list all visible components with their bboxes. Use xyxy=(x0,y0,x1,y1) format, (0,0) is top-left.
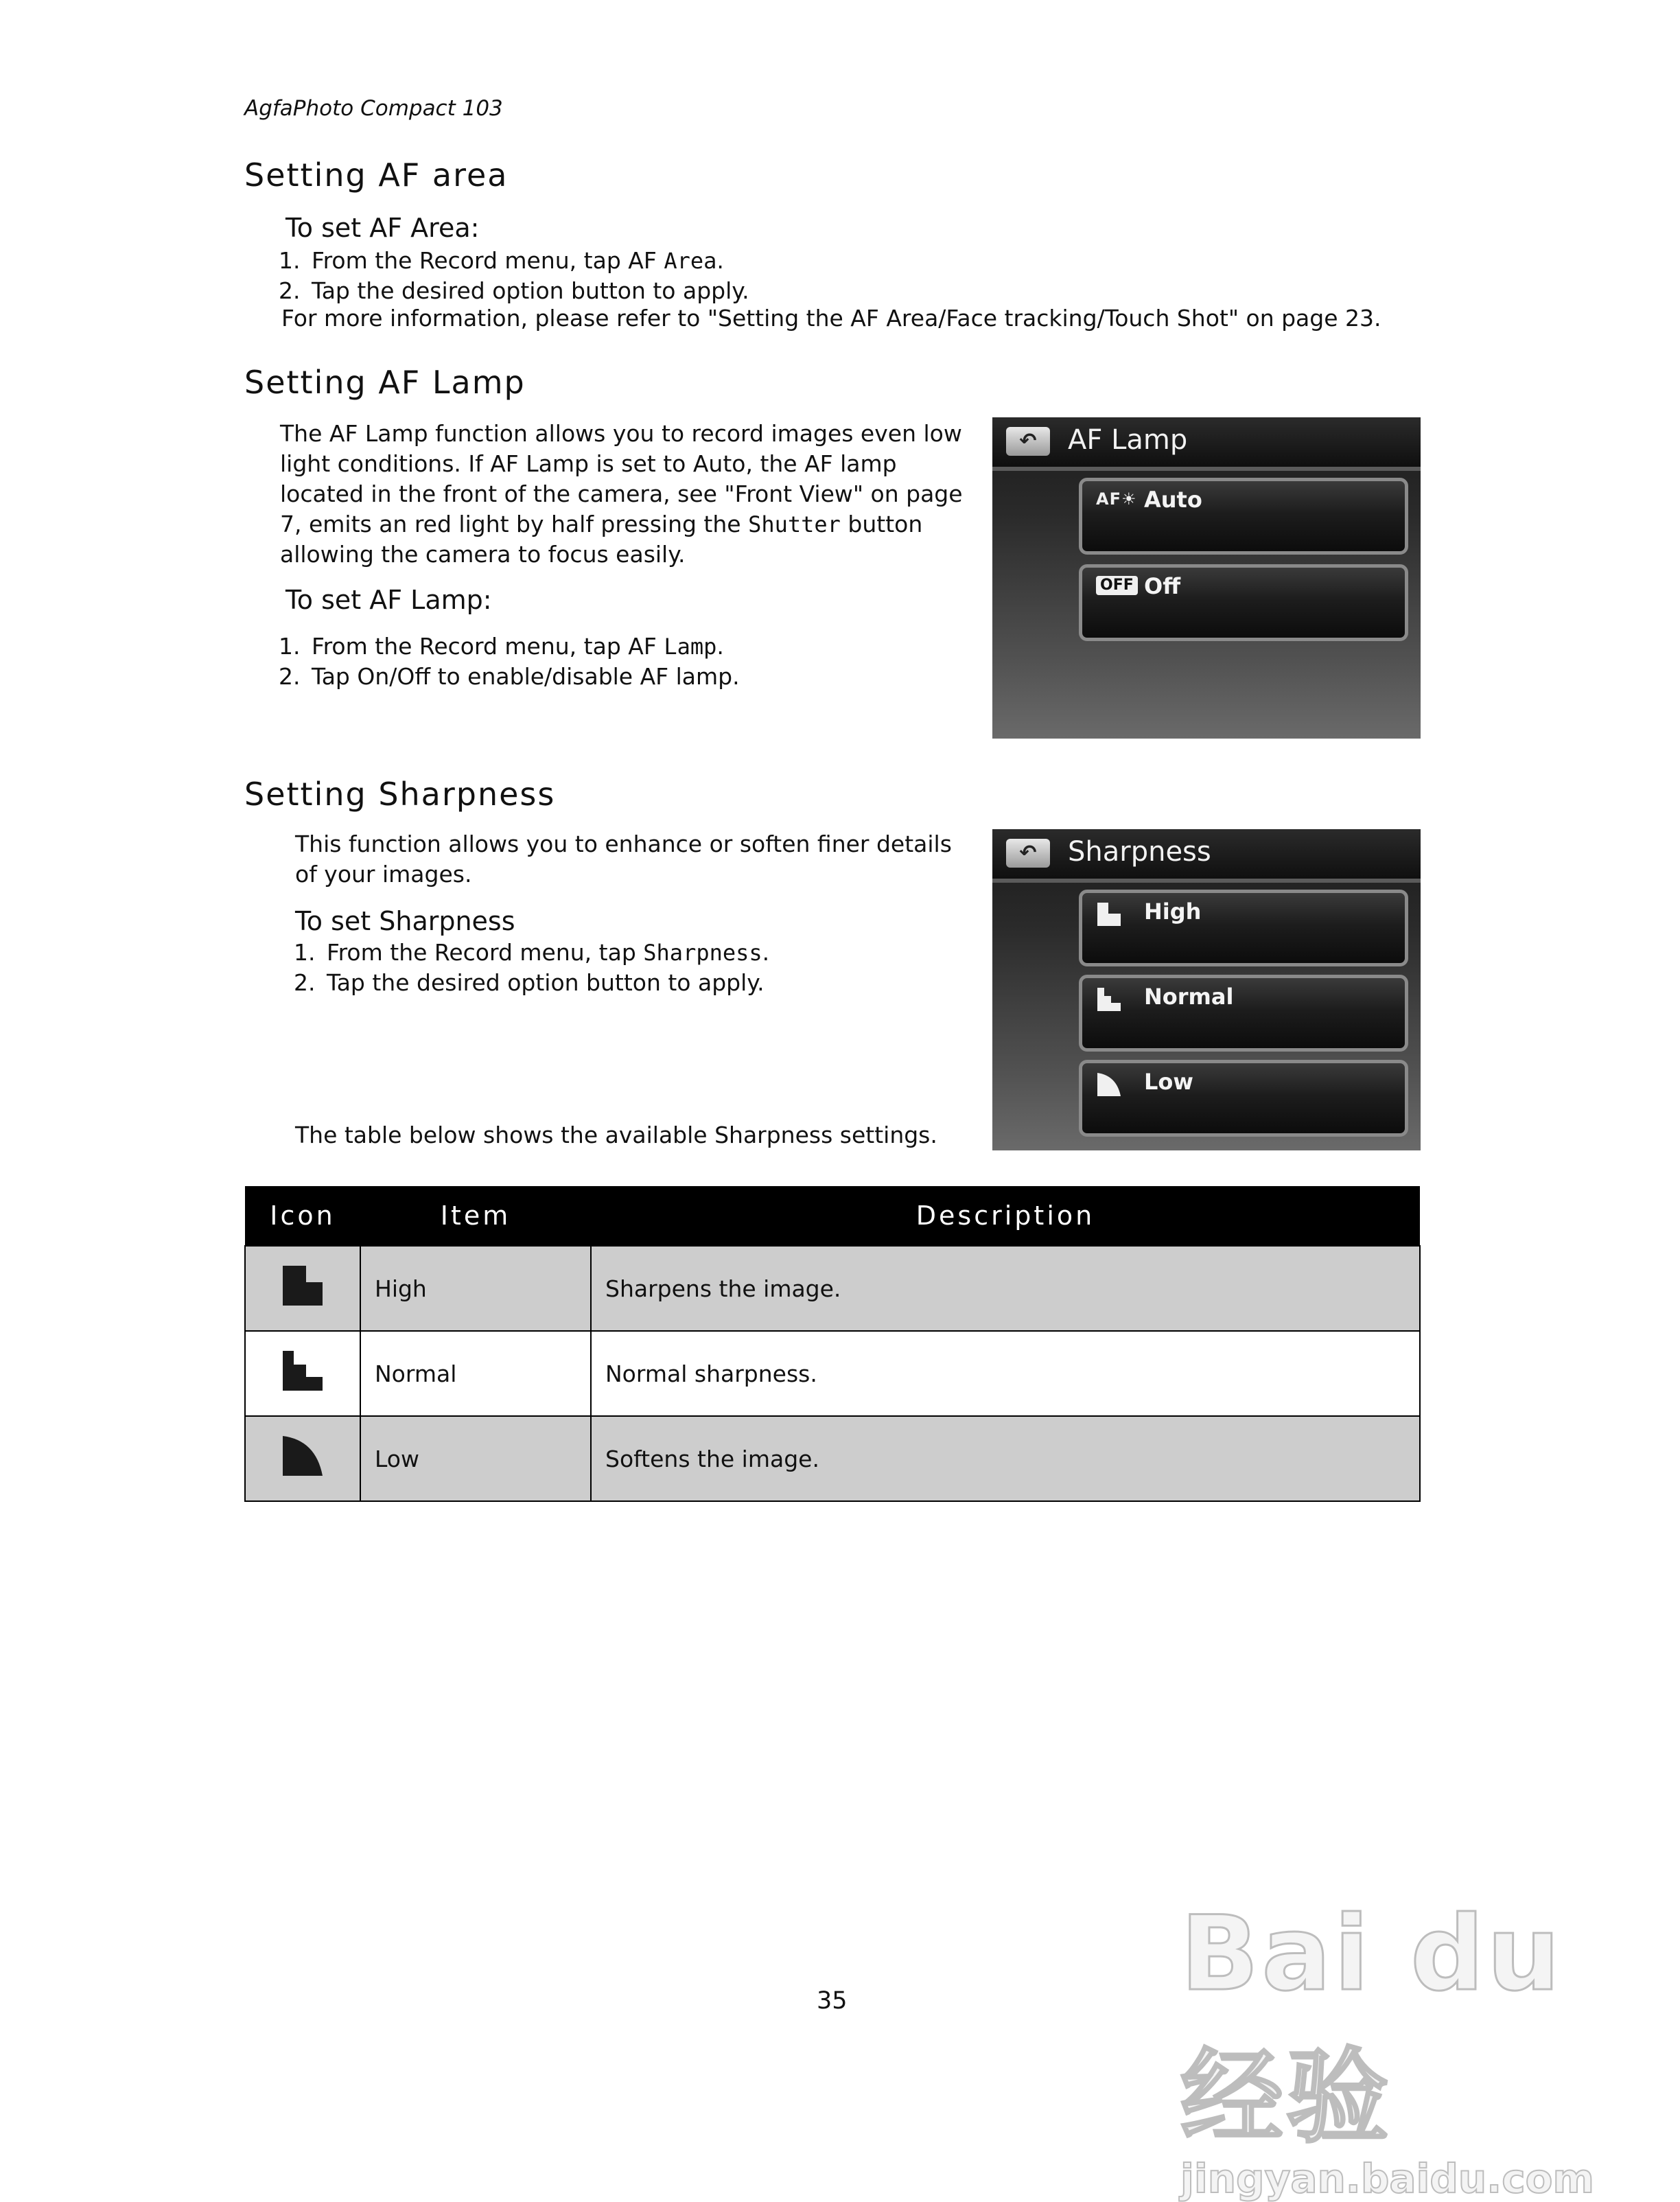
sharpness-low-icon xyxy=(245,1416,360,1501)
back-icon[interactable]: ↶ xyxy=(1006,427,1050,456)
header-item: Item xyxy=(360,1186,591,1246)
sharpness-normal-icon xyxy=(1096,986,1122,1015)
af-lamp-auto-button[interactable] xyxy=(1079,478,1408,555)
row-description: Sharpens the image. xyxy=(591,1246,1420,1331)
sharpness-high-icon xyxy=(245,1246,360,1331)
sharpness-steps xyxy=(268,938,954,997)
af-area-note: For more information, please refer to "Setting the AF Area/Face tracking/Touch Shot" on page 23. xyxy=(281,305,1381,332)
sharpness-table-intro: The table below shows the available Sharpness settings. xyxy=(295,1122,937,1148)
header-icon: Icon xyxy=(245,1186,360,1246)
sharpness-high-label: High xyxy=(1144,899,1202,925)
section-title-af-area: Setting AF area xyxy=(244,157,509,194)
sharpness-step-1: 1. From the Record menu, tap Sharpness. xyxy=(323,938,954,968)
row-description: Normal sharpness. xyxy=(591,1331,1420,1416)
sharpness-low-button[interactable] xyxy=(1079,1060,1408,1137)
page-number: 35 xyxy=(817,1987,848,2015)
af-lamp-screen xyxy=(992,417,1421,739)
af-lamp-step-2: 2. Tap On/Off to enable/disable AF lamp. xyxy=(307,662,939,691)
af-lamp-off-button[interactable] xyxy=(1079,564,1408,641)
watermark-brand: Bai du 经验 xyxy=(1180,1894,1563,2157)
sharpness-table xyxy=(244,1186,1421,1502)
af-lamp-subtitle: To set AF Lamp: xyxy=(285,585,492,615)
sharpness-high-icon xyxy=(1096,901,1122,930)
sharpness-normal-label: Normal xyxy=(1144,984,1234,1010)
sharpness-title-bar xyxy=(992,829,1421,883)
table-header-row xyxy=(245,1186,1420,1246)
sharpness-high-button[interactable] xyxy=(1079,890,1408,966)
af-area-subtitle: To set AF Area: xyxy=(285,213,480,243)
af-area-step-2: 2. Tap the desired option button to apply. xyxy=(307,276,1351,305)
af-lamp-steps xyxy=(253,631,939,691)
row-description: Softens the image. xyxy=(591,1416,1420,1501)
sharpness-screen-title: Sharpness xyxy=(1068,836,1211,868)
af-lamp-screen-title: AF Lamp xyxy=(1068,424,1188,456)
af-area-steps xyxy=(253,246,1351,305)
row-item: Low xyxy=(360,1416,591,1501)
section-title-af-lamp: Setting AF Lamp xyxy=(244,364,526,401)
header-description: Description xyxy=(591,1186,1420,1246)
af-lamp-title-bar xyxy=(992,417,1421,471)
section-title-sharpness: Setting Sharpness xyxy=(244,776,556,813)
af-area-step-1: 1. From the Record menu, tap AF Area. xyxy=(307,246,1351,276)
back-icon[interactable]: ↶ xyxy=(1006,839,1050,868)
sharpness-low-label: Low xyxy=(1144,1069,1193,1095)
sharpness-step-2: 2. Tap the desired option button to apply. xyxy=(323,968,954,997)
af-lamp-off-label: Off xyxy=(1144,573,1181,599)
sharpness-low-icon xyxy=(1096,1071,1122,1100)
sharpness-description: This function allows you to enhance or soften finer details of your images. xyxy=(295,831,952,888)
af-lamp-off-icon: OFF xyxy=(1096,576,1138,595)
row-item: Normal xyxy=(360,1331,591,1416)
table-row xyxy=(245,1246,1420,1331)
af-lamp-auto-label: Auto xyxy=(1144,487,1202,513)
sharpness-normal-icon xyxy=(245,1331,360,1416)
table-row xyxy=(245,1416,1420,1501)
sharpness-normal-button[interactable] xyxy=(1079,975,1408,1052)
sharpness-subtitle: To set Sharpness xyxy=(295,906,515,936)
sharpness-screen xyxy=(992,829,1421,1150)
row-item: High xyxy=(360,1246,591,1331)
af-lamp-auto-icon: AF☀ xyxy=(1096,489,1137,509)
watermark xyxy=(1180,1894,1680,2202)
watermark-url: jingyan.baidu.com xyxy=(1180,2155,1594,2202)
af-lamp-description: The AF Lamp function allows you to record images even low light conditions. If AF Lamp is set to Auto, the AF lamp located in the front of the camera, see "Front View" on page 7, emits an red light by half pressing the Shutter button allowing the camera to focus easily. xyxy=(280,420,963,568)
af-lamp-step-1: 1. From the Record menu, tap AF Lamp. xyxy=(307,631,939,662)
table-row xyxy=(245,1331,1420,1416)
document-header: AgfaPhoto Compact 103 xyxy=(244,96,503,121)
